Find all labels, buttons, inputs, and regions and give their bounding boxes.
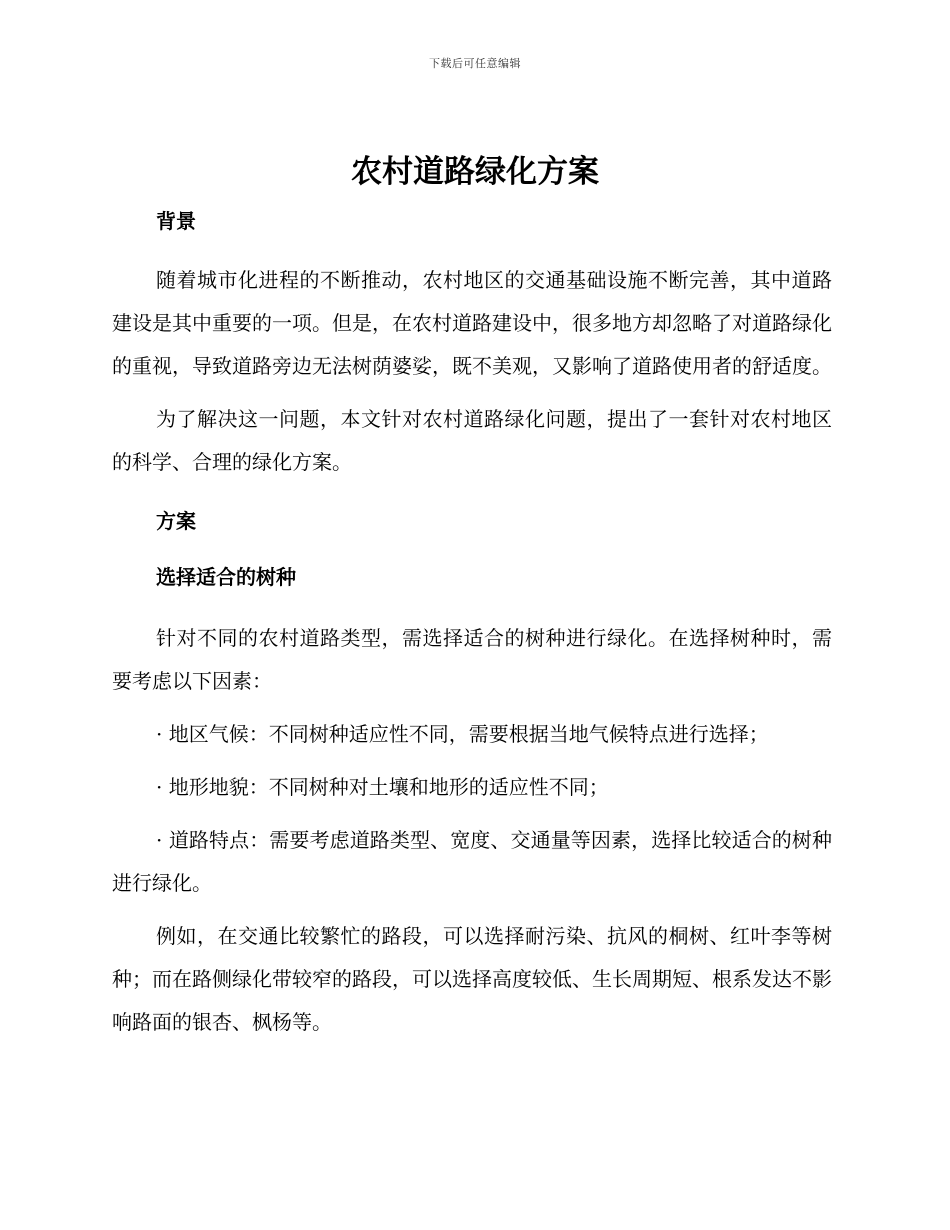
factor-item-terrain: · 地形地貌：不同树种对土壤和地形的适应性不同； [156,775,609,799]
section-heading-tree-selection: 选择适合的树种 [156,565,296,589]
document-body [112,205,832,1054]
background-paragraph-2: 为了解决这一问题，本文针对农村道路绿化问题，提出了一套针对农村地区的科学、合理的绿化方案。 [112,407,832,474]
tree-paragraph-2: 例如，在交通比较繁忙的路段，可以选择耐污染、抗风的桐树、红叶李等树种；而在路侧绿化带较窄的路段，可以选择高度较低、生长周期短、根系发达不影响路面的银杏、枫杨等。 [112,924,832,1034]
factor-item-road: · 道路特点：需要考虑道路类型、宽度、交通量等因素，选择比较适合的树种进行绿化。 [112,828,832,895]
factor-item-climate: · 地区气候：不同树种适应性不同，需要根据当地气候特点进行选择； [156,722,769,746]
header-note: 下载后可任意编辑 [429,57,521,70]
section-heading-background: 背景 [156,209,196,233]
document-title: 农村道路绿化方案 [351,154,599,190]
section-heading-plan: 方案 [156,509,196,533]
background-paragraph-1: 随着城市化进程的不断推动，农村地区的交通基础设施不断完善，其中道路建设是其中重要的一项。但是，在农村道路建设中，很多地方却忽略了对道路绿化的重视，导致道路旁边无法树荫婆娑，既不美观，又影响了道路使用者的舒适度。 [112,268,832,378]
tree-paragraph-1: 针对不同的农村道路类型，需选择适合的树种进行绿化。在选择树种时，需要考虑以下因素： [112,626,832,693]
